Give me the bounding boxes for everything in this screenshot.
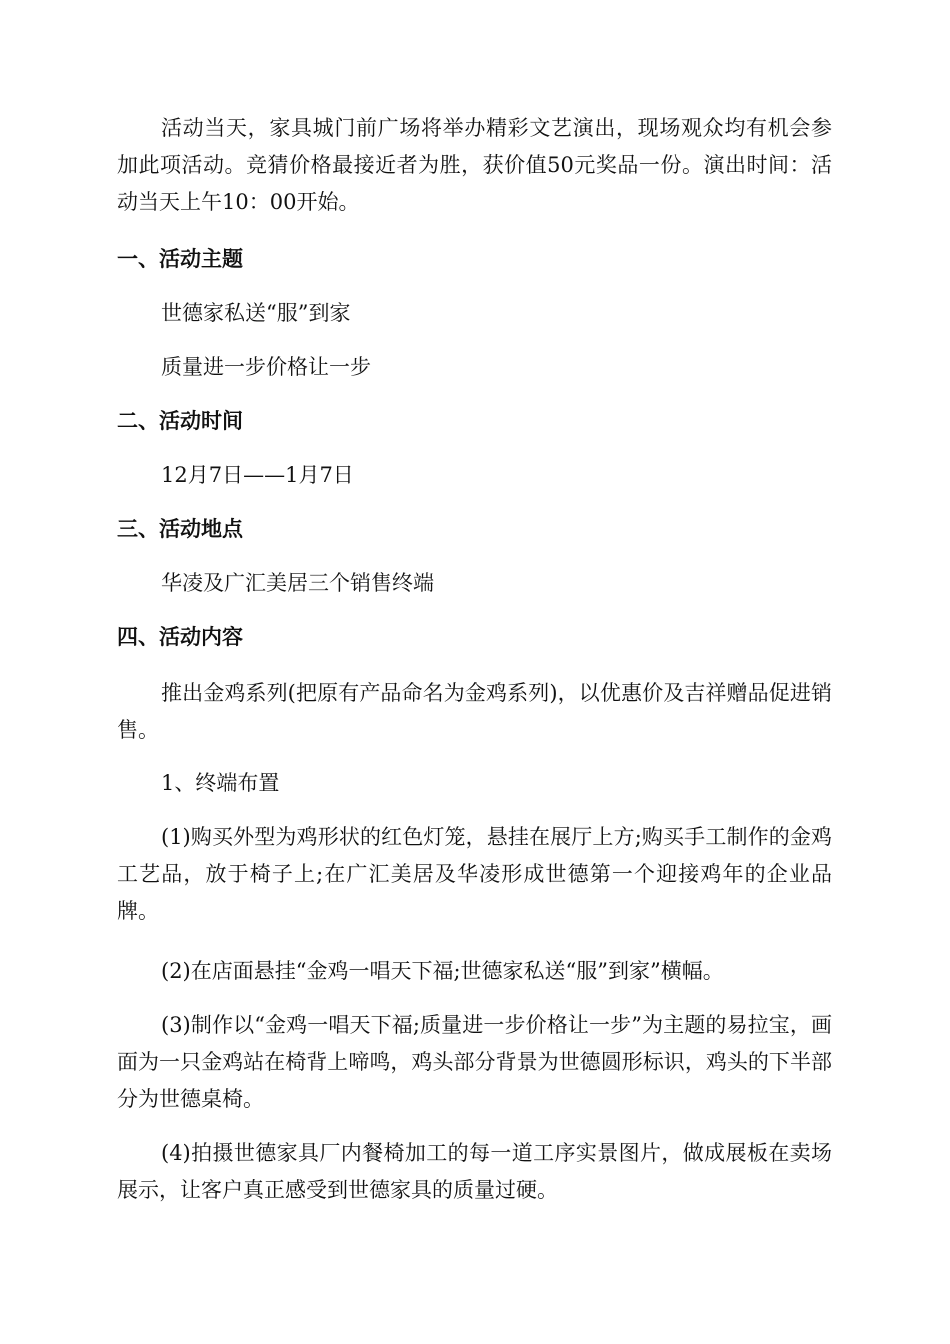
place-value: 华凌及广汇美居三个销售终端 [161,571,434,595]
item-2-paragraph: (2)在店面悬挂“金鸡一唱天下福;世德家私送“服”到家”横幅。 [161,959,724,983]
layout-subheading: 1、终端布置 [161,771,280,795]
theme-heading: 一、活动主题 [117,247,243,271]
time-heading: 二、活动时间 [117,409,243,433]
item-1-paragraph: (1)购买外型为鸡形状的红色灯笼，悬挂在展厅上方;购买手工制作的金鸡工艺品，放于椅子上;在广汇美居及华凌形成世德第一个迎接鸡年的企业品牌。 [117,825,832,923]
item-4-paragraph: (4)拍摄世德家具厂内餐椅加工的每一道工序实景图片，做成展板在卖场展示，让客户真正感受到世德家具的质量过硬。 [117,1141,832,1202]
time-value: 12月7日——1月7日 [161,463,354,487]
intro-paragraph: 活动当天，家具城门前广场将举办精彩文艺演出，现场观众均有机会参加此项活动。竞猜价格最接近者为胜，获价值50元奖品一份。演出时间：活动当天上午10：00开始。 [117,116,832,214]
theme-line-1: 世德家私送“服”到家 [161,301,351,325]
theme-line-2: 质量进一步价格让一步 [161,355,371,379]
place-heading: 三、活动地点 [117,517,243,541]
item-3-paragraph: (3)制作以“金鸡一唱天下福;质量进一步价格让一步”为主题的易拉宝，画面为一只金鸡站在椅背上啼鸣，鸡头部分背景为世德圆形标识，鸡头的下半部分为世德桌椅。 [117,1013,832,1111]
content-heading: 四、活动内容 [117,625,243,649]
content-intro-paragraph: 推出金鸡系列(把原有产品命名为金鸡系列)，以优惠价及吉祥赠品促进销售。 [117,681,832,742]
